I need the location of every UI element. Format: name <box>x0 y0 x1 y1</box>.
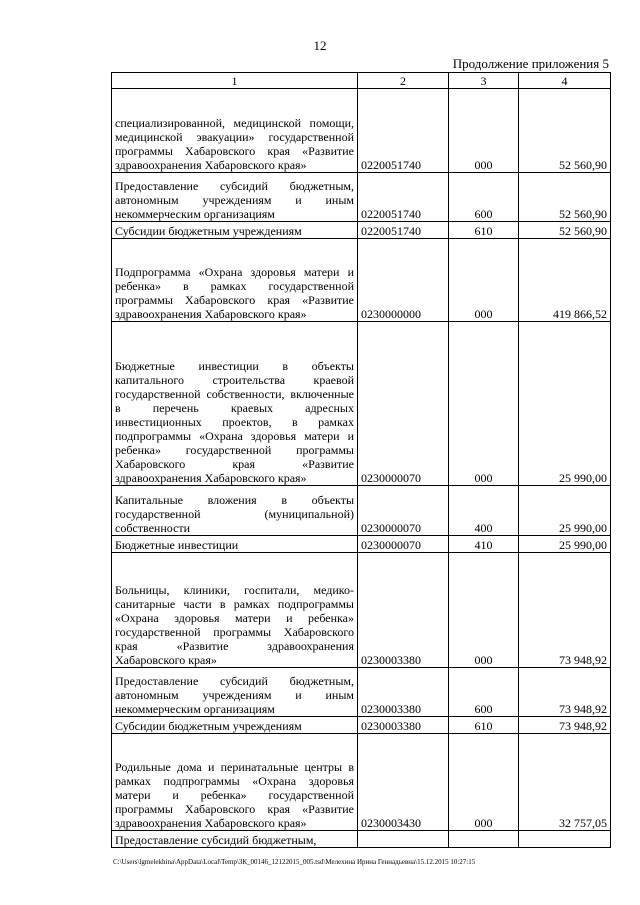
row-vr-cell: 410 <box>449 536 519 553</box>
column-header-1: 1 <box>112 73 358 89</box>
row-vr-cell: 400 <box>449 486 519 536</box>
table-row <box>112 668 611 717</box>
row-vr-cell: 600 <box>449 173 519 222</box>
row-amount-cell: 52 560,90 <box>519 222 611 239</box>
row-amount-cell: 25 990,00 <box>519 536 611 553</box>
row-name-cell: специализированной, медицинской помощи, медицинской эвакуации» государственной программы Хабаровского края «Развитие здравоохранения Хабаровского края» <box>112 89 358 173</box>
row-amount-cell: 25 990,00 <box>519 322 611 486</box>
row-name-cell: Предоставление субсидий бюджетным, автономным учреждениям и иным некоммерческим организациям <box>112 173 358 222</box>
row-name-cell: Родильные дома и перинатальные центры в рамках подпрограммы «Охрана здоровья матери и ребенка» государственной программы Хабаровского края «Развитие здравоохранения Хабаровского края» <box>112 734 358 831</box>
row-vr-cell: 000 <box>449 734 519 831</box>
row-name-cell: Подпрограмма «Охрана здоровья матери и ребенка» в рамках государственной программы Хабаровского края «Развитие здравоохранения Хабаровского края» <box>112 239 358 322</box>
row-code-cell: 0230000070 <box>358 536 449 553</box>
row-name-cell: Предоставление субсидий бюджетным, <box>112 831 358 848</box>
file-path-footer: C:\Users\lgmelekhina\AppData\Local\Temp\ЗК_00146_12122015_005.tsd\Мелехина Ирина Геннадьевна\15.12.2015 10:27:15 <box>113 858 476 866</box>
row-vr-cell: 610 <box>449 717 519 734</box>
row-vr-cell: 610 <box>449 222 519 239</box>
table-row <box>112 173 611 222</box>
table-row <box>112 536 611 553</box>
row-code-cell: 0220051740 <box>358 222 449 239</box>
row-code-cell: 0230000070 <box>358 322 449 486</box>
table-header-row <box>112 73 611 89</box>
table-row <box>112 239 611 322</box>
row-amount-cell: 73 948,92 <box>519 717 611 734</box>
column-header-2: 2 <box>358 73 449 89</box>
row-vr-cell: 000 <box>449 553 519 668</box>
row-vr-cell: 000 <box>449 322 519 486</box>
row-code-cell: 0230003380 <box>358 553 449 668</box>
table-row <box>112 322 611 486</box>
row-vr-cell: 600 <box>449 668 519 717</box>
budget-table <box>111 72 611 848</box>
row-amount-cell <box>519 831 611 848</box>
row-vr-cell <box>449 831 519 848</box>
row-code-cell: 0220051740 <box>358 89 449 173</box>
row-code-cell: 0230000000 <box>358 239 449 322</box>
row-name-cell: Субсидии бюджетным учреждениям <box>112 717 358 734</box>
row-name-cell: Больницы, клиники, госпитали, медико-санитарные части в рамках подпрограммы «Охрана здоровья матери и ребенка» государственной программы Хабаровского края «Развитие здравоохранения Хабаровского края» <box>112 553 358 668</box>
row-vr-cell: 000 <box>449 239 519 322</box>
table-row <box>112 486 611 536</box>
page-number: 12 <box>313 38 327 53</box>
row-name-cell: Бюджетные инвестиции <box>112 536 358 553</box>
table-row <box>112 89 611 173</box>
table-row <box>112 831 611 848</box>
table-row <box>112 222 611 239</box>
row-amount-cell: 73 948,92 <box>519 553 611 668</box>
continuation-title: Продолжение приложения 5 <box>452 56 609 71</box>
row-name-cell: Субсидии бюджетным учреждениям <box>112 222 358 239</box>
row-name-cell: Бюджетные инвестиции в объекты капитального строительства краевой государственной собственности, включенные в перечень краевых адресных инвестиционных проектов, в рамках подпрограммы «Охрана здоровья матери и ребенка» государственной программы Хабаровского края «Развитие здравоохранения Хабаровского края» <box>112 322 358 486</box>
column-header-3: 3 <box>449 73 519 89</box>
row-code-cell: 0230000070 <box>358 486 449 536</box>
row-code-cell: 0230003380 <box>358 668 449 717</box>
table-row <box>112 553 611 668</box>
column-header-4: 4 <box>519 73 611 89</box>
row-code-cell: 0220051740 <box>358 173 449 222</box>
row-amount-cell: 52 560,90 <box>519 89 611 173</box>
row-amount-cell: 52 560,90 <box>519 173 611 222</box>
row-name-cell: Капитальные вложения в объекты государственной (муниципальной) собственности <box>112 486 358 536</box>
row-amount-cell: 73 948,92 <box>519 668 611 717</box>
row-vr-cell: 000 <box>449 89 519 173</box>
row-amount-cell: 25 990,00 <box>519 486 611 536</box>
row-amount-cell: 419 866,52 <box>519 239 611 322</box>
table-row <box>112 734 611 831</box>
row-code-cell <box>358 831 449 848</box>
row-code-cell: 0230003380 <box>358 717 449 734</box>
row-code-cell: 0230003430 <box>358 734 449 831</box>
row-name-cell: Предоставление субсидий бюджетным, автономным учреждениям и иным некоммерческим организациям <box>112 668 358 717</box>
row-amount-cell: 32 757,05 <box>519 734 611 831</box>
table-row <box>112 717 611 734</box>
